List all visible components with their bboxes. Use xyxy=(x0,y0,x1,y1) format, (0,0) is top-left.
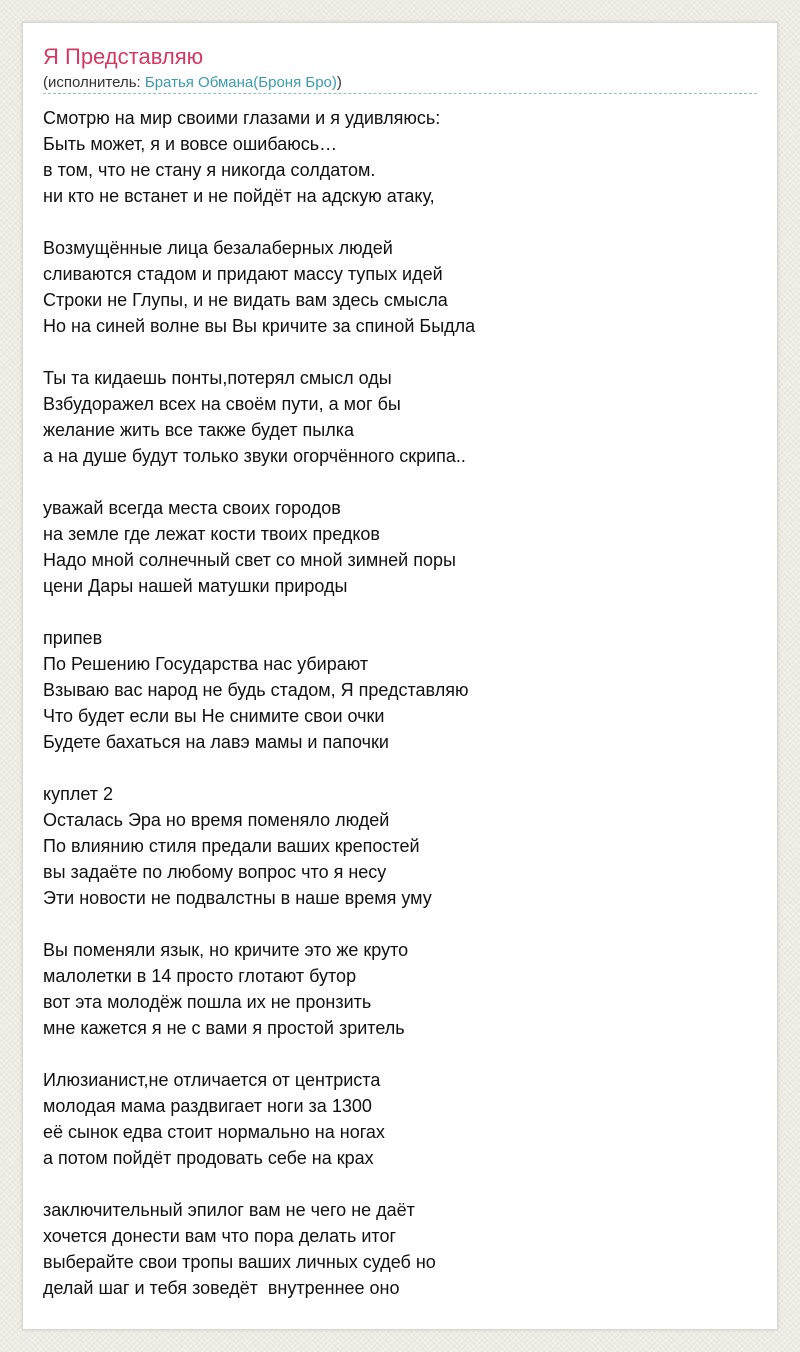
lyrics-stanza xyxy=(43,105,759,209)
title-divider xyxy=(43,93,757,94)
lyric-line: припев xyxy=(43,628,103,648)
lyric-line: куплет 2 xyxy=(43,784,113,804)
lyric-line: желание жить все также будет пылка xyxy=(43,420,354,440)
lyric-line: заключительный эпилог вам не чего не даёт xyxy=(43,1200,415,1220)
lyrics-stanza xyxy=(43,235,759,339)
lyrics-stanza xyxy=(43,781,759,911)
lyrics-stanza xyxy=(43,1197,759,1301)
lyric-line: выберайте свои тропы ваших личных судеб но xyxy=(43,1252,436,1272)
lyrics-stanza xyxy=(43,937,759,1041)
lyric-line: Быть может, я и вовсе ошибаюсь… xyxy=(43,134,338,154)
artist-line xyxy=(43,73,342,93)
lyric-line: мне кажется я не с вами я простой зритель xyxy=(43,1018,405,1038)
lyric-line: Ты та кидаешь понты,потерял смысл оды xyxy=(43,368,392,388)
lyric-line: Смотрю на мир своими глазами и я удивляюсь: xyxy=(43,108,441,128)
lyric-line: Взбудоражел всех на своём пути, а мог бы xyxy=(43,394,401,414)
lyric-line: Эти новости не подвалстны в наше время уму xyxy=(43,888,432,908)
lyric-line: в том, что не стану я никогда солдатом. xyxy=(43,160,376,180)
lyric-line: Возмущённые лица безалаберных людей xyxy=(43,238,393,258)
lyrics-card xyxy=(22,22,778,1330)
lyric-line: молодая мама раздвигает ноги за 1300 xyxy=(43,1096,372,1116)
lyric-line: Илюзианист,не отличается от центриста xyxy=(43,1070,381,1090)
lyric-line: Строки не Глупы, и не видать вам здесь смысла xyxy=(43,290,448,310)
lyric-line: вы задаёте по любому вопрос что я несу xyxy=(43,862,387,882)
lyric-line: Вы поменяли язык, но кричите это же круто xyxy=(43,940,409,960)
lyric-line: Взываю вас народ не будь стадом, Я представляю xyxy=(43,680,469,700)
lyric-line: малолетки в 14 просто глотают бутор xyxy=(43,966,357,986)
lyric-line: По влиянию стиля предали ваших крепостей xyxy=(43,836,420,856)
lyric-line: Будете бахаться на лавэ мамы и папочки xyxy=(43,732,389,752)
lyric-line: Что будет если вы Не снимите свои очки xyxy=(43,706,385,726)
artist-suffix: ) xyxy=(336,74,342,91)
lyric-line: Осталась Эра но время поменяло людей xyxy=(43,810,390,830)
song-title: Я Представляю xyxy=(43,44,204,69)
lyric-line: а на душе будут только звуки огорчённого скрипа.. xyxy=(43,446,466,466)
artist-link[interactable]: Братья Обмана(Броня Бро) xyxy=(144,74,337,91)
lyric-line: ни кто не встанет и не пойдёт на адскую атаку, xyxy=(43,186,435,206)
lyrics-stanza xyxy=(43,1067,759,1171)
lyric-line: делай шаг и тебя зоведёт внутреннее оно xyxy=(43,1278,400,1298)
lyric-line: на земле где лежат кости твоих предков xyxy=(43,524,380,544)
lyric-line: а потом пойдёт продовать себе на крах xyxy=(43,1148,374,1168)
lyric-line: её сынок едва стоит нормально на ногах xyxy=(43,1122,385,1142)
lyric-line: Надо мной солнечный свет со мной зимней поры xyxy=(43,550,456,570)
lyrics-stanza xyxy=(43,625,759,755)
lyric-line: По Решению Государства нас убирают xyxy=(43,654,369,674)
lyric-line: уважай всегда места своих городов xyxy=(43,498,341,518)
lyric-line: цени Дары нашей матушки природы xyxy=(43,576,348,596)
lyric-line: хочется донести вам что пора делать итог xyxy=(43,1226,397,1246)
lyrics-stanza xyxy=(43,495,759,599)
lyric-line: Но на синей волне вы Вы кричите за спиной Быдла xyxy=(43,316,476,336)
lyric-line: вот эта молодёж пошла их не пронзить xyxy=(43,992,372,1012)
lyric-line: сливаются стадом и придают массу тупых идей xyxy=(43,264,443,284)
artist-prefix: (исполнитель: xyxy=(43,74,145,91)
lyrics-body xyxy=(43,105,759,1327)
lyrics-stanza xyxy=(43,365,759,469)
